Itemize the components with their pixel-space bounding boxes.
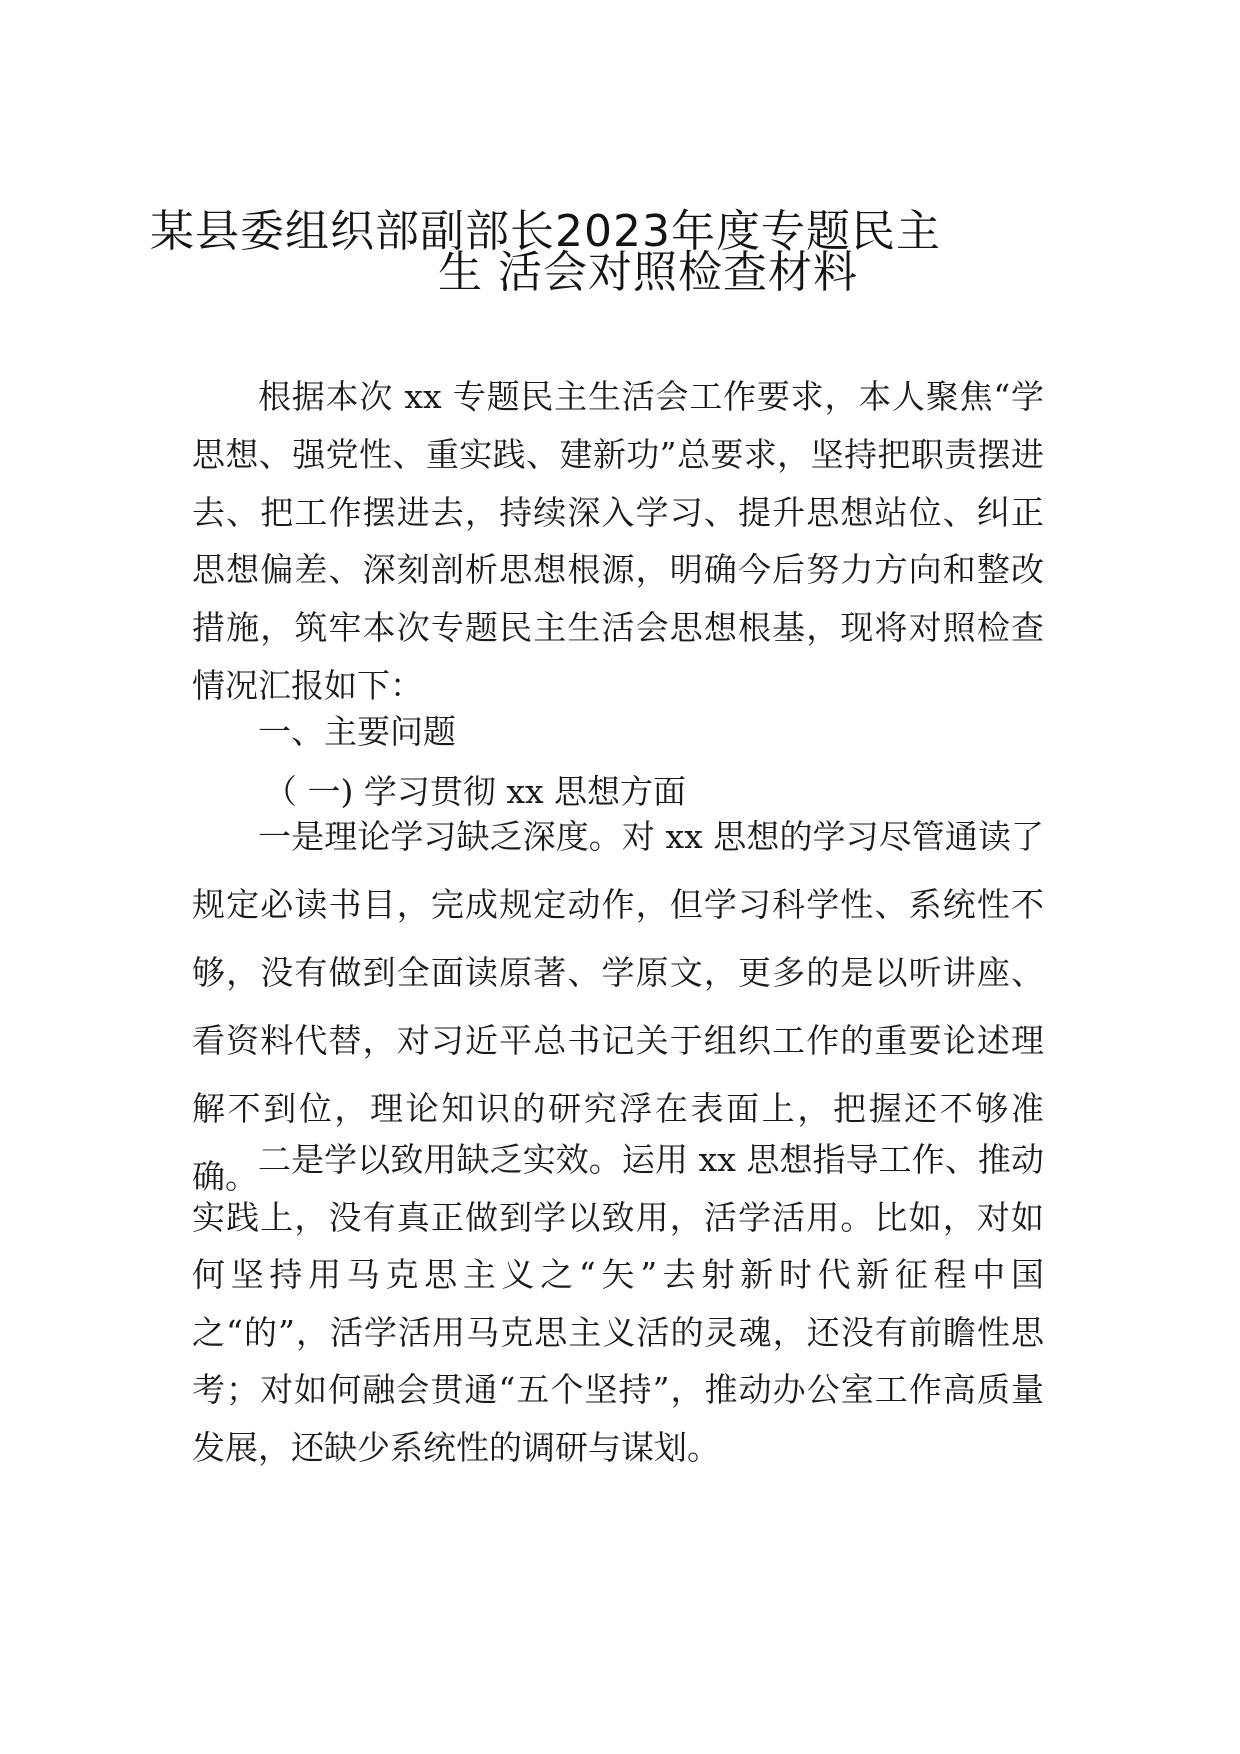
subsection-heading: （ 一) 学习贯彻 xx 思想方面 [264, 772, 687, 811]
section-heading: 一、主要问题 [258, 712, 456, 751]
paragraph-theory-study: 一是理论学习缺乏深度。对 xx 思想的学习尽管通读了规定必读书目，完成规定动作，但学习科学性、系统性不够，没有做到全面读原著、学原文，更多的是以听讲座、看资料代替，对习近平总书记关于组织工作的重要论述理解不到位，理论知识的研究浮在表面上，把握还不够准确。 [192, 817, 1044, 1196]
intro-paragraph: 根据本次 xx 专题民主生活会工作要求，本人聚焦“学思想、强党性、重实践、建新功”总要求，坚持把职责摆进去、把工作摆进去，持续深入学习、提升思想站位、纠正思想偏差、深刻剖析思想根源，明确今后努力方向和整改措施，筑牢本次专题民主生活会思想根基，现将对照检查情况汇报如下： [192, 377, 1044, 705]
paragraph-practical-application: 二是学以致用缺乏实效。运用 xx 思想指导工作、推动实践上，没有真正做到学以致用，活学活用。比如，对如何坚持用马克思主义之“矢”去射新时代新征程中国之“的”，活学活用马克思主义活的灵魂，还没有前瞻性思考；对如何融会贯通“五个坚持”，推动办公室工作高质量发展，还缺少系统性的调研与谋划。 [192, 1140, 1044, 1467]
document-title-line-2: 生 活会对照检查材料 [438, 247, 858, 298]
document-title-line-1: 某县委组织部副部长2023年度专题民主 [150, 206, 941, 257]
